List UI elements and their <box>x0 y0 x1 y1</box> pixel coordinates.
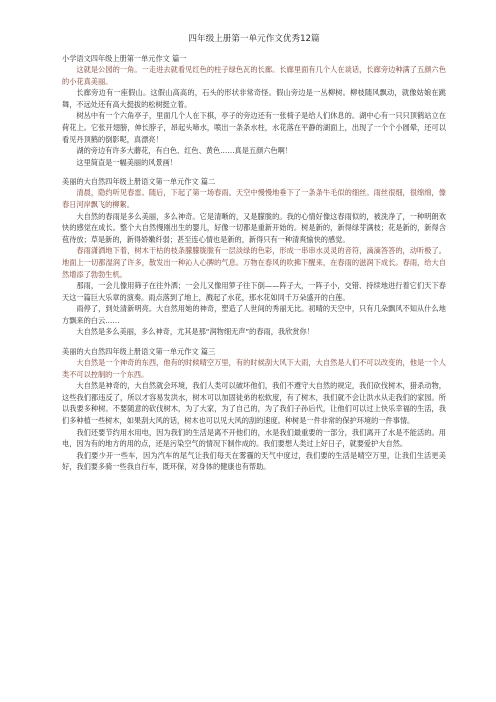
section-2 <box>62 176 446 338</box>
paragraph: 清晨，隐约听见春雷。随后，下起了第一场春雨。天空中慢慢地垂下了一条条牛毛似的细丝。雨丝很细，很绵绵，像春日河岸飘飞的柳絮。 <box>62 188 446 209</box>
section-heading: 美丽的大自然四年级上册语文第一单元作文 篇三 <box>62 347 216 357</box>
paragraph: 那雨，一会儿像用筛子在往外洒；一会儿又像用箩子往下倒——阵子大，一阵子小，交错、持续地进行着它们天下春天这一篇巨大乐章的演奏。雨点落到了地上，溅起了水花，那水花如同千万朵盛开的白莲。 <box>62 281 446 302</box>
paragraph: 这里简直是一幅美丽的风景画！ <box>76 157 178 167</box>
paragraph: 春雨潇洒地下着，树木干枯的枝条朦朦胧胧有一层淡绿的色彩，形成一串串水灵灵的音符，滴滴答答的，动听极了。地面上一切都湿润了许多，散发出一种沁人心脾的气息。万物在春风的吹拂下醒来，在春雨的滋润下成长。春雨，给大自然增添了勃勃生机。 <box>62 246 446 279</box>
paragraph: 湖的旁边有许多大蘑花，有白色、红色、黄色……真是五颜六色啊！ <box>76 146 293 156</box>
paragraph: 树丛中有一个六角亭子，里面几个人在下棋，亭子的旁边还有一张椅子是给人们休息的。湖中心有一只只顶鹤站立在荷花上。它张开翅膀，伸长脖子，昂起头啼水，喷出一条条水柱，水花落在平静的湖面上，出现了一个个小圆晕，还可以看见丹顶鹤的倒影呢，真漂亮！ <box>62 111 446 144</box>
paragraph: 大自然是一个神奇的东西，他有的时候晴空万里，有的时候刮大风下大雨，大自然是人们不可以改变的，他是一个人类不可以控制的一个东西。 <box>62 358 446 379</box>
document-title: 四年级上册第一单元作文优秀12篇 <box>188 34 320 44</box>
paragraph: 雨停了，到处清新明亮。大自然用她的神奇，塑造了人世间的秀丽无比。初晴的天空中，只有几朵飘风不知从什么地方飘来的白云…… <box>62 304 446 325</box>
section-heading: 小学语文四年级上册第一单元作文 篇一 <box>62 54 187 63</box>
paragraph: 我们要少开一些车，因为汽车的尾气让我们每天在雾霾的天气中度过，我们要的生活是晴空万里，让我们生活更美好，我们要多骑一些我自行车，既环保，对身体的健康也有帮助。 <box>62 450 446 472</box>
section-heading: 美丽的大自然四年级上册语文第一单元作文 篇二 <box>62 177 216 187</box>
paragraph: 大自然是神奇的，大自然就会环境，我们人类可以破坏他们，我们不遵守大自然的规定，我们砍伐树木，猎杀动物，这些我们都违反了，所以才容易发洪水，树木可以加固徒弟的松软度，有了树木，我们就不会让洪水从走我们的家园。所以我要多种树。不要随意的砍伐树木，为了大家，为了自己的，为了我们子孙后代，让他们可以过上快乐幸福的生活，我们多种植一些树木，如果刮大风的话，树木也可以见大风的刮的速度。种树是一件非常的保护环境的一件事情。 <box>62 381 446 426</box>
section-3 <box>62 346 446 473</box>
paragraph: 大自然的春雨是多么美丽，多么神奇。它是清晰的，又是朦胧的。我的心情好像这春雨似的，被洗净了，一种明朗欢快的感觉在成长。整个大自然慢刚出生的婴儿，好像一切都是重新开始的。树是新的，新得绿芽满枝；花是新的，新得含苞待放；草是新的，新得娇嫩纤弱；甚至连心情也是新的，新得只有一种清爽愉快的感觉。 <box>62 211 446 244</box>
section-1 <box>62 53 446 168</box>
paragraph: 我们还要节约用水用电，因为我们的生活是离不开他们的，水是我们最重要的一部分，我们离开了水是不能活的。用电，因为有的地方的用的点，还是污染空气的情况下制作成的。我们要想人类过上好日子，就要爱护大自然。 <box>62 427 446 449</box>
paragraph: 长廊旁边有一座假山。这假山高高的，石头的形状非常奇怪。假山旁边是一丛柳树。柳枝随风飘动，就像姑娘在跳舞，不远处还有高大挺拔的松树挺立着。 <box>62 88 446 109</box>
paragraph: 大自然是多么美丽，多么神奇，尤其是那“润物细无声”的春雨，我欣赏你！ <box>76 327 314 337</box>
paragraph: 这就是公园的一角。一走进去就看见红色的柱子绿色瓦的长廊。长廊里面有几个人在谈话，长廊旁边种满了五颜六色的小花真美丽。 <box>62 65 446 86</box>
